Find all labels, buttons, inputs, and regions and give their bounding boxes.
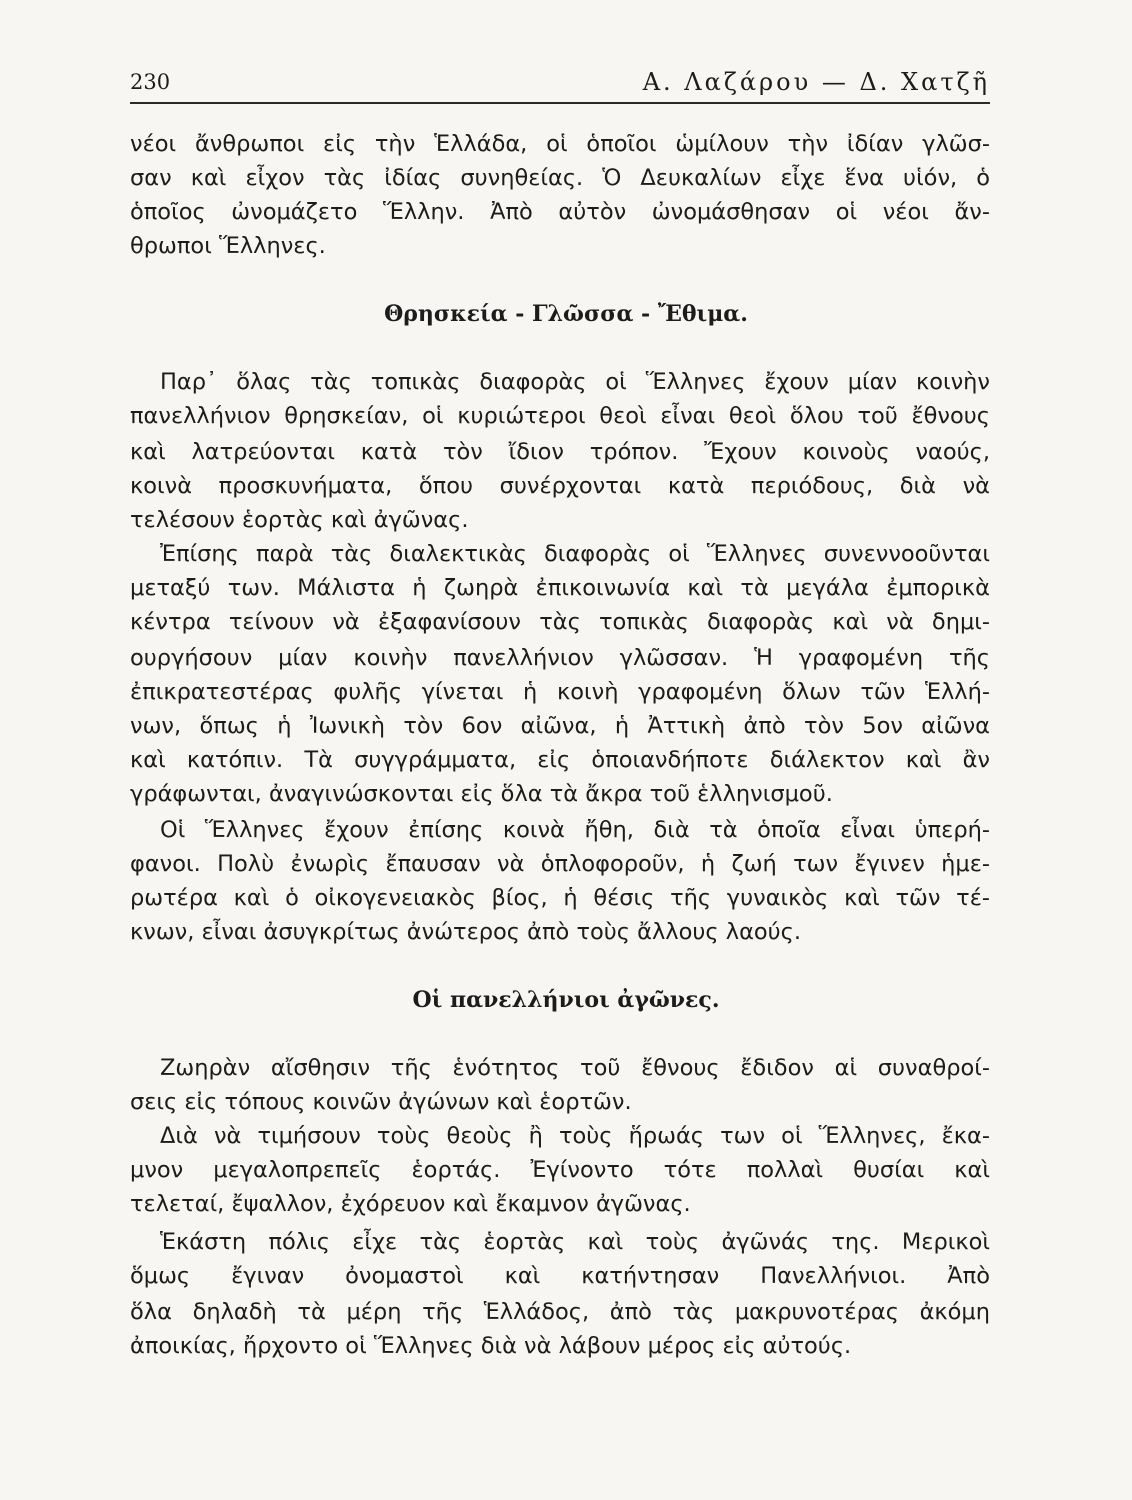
text-line: ὁποῖος ὠνομάζετο Ἕλλην. Ἀπὸ αὐτὸν ὠνομάσθησαν οἱ νέοι ἄν- (130, 199, 990, 225)
text-line: ουργήσουν μίαν κοινὴν πανελλήνιον γλῶσσαν. Ἡ γραφομένη τῆς (130, 645, 990, 671)
running-head: Α. Λαζάρου — Δ. Χατζῆ (642, 68, 990, 96)
text-line: φανοι. Πολὺ ἐνωρὶς ἔπαυσαν νὰ ὁπλοφοροῦν, ἡ ζωή των ἔγινεν ἡμε- (130, 851, 990, 877)
text-line: κέντρα τείνουν νὰ ἐξαφανίσουν τὰς τοπικὰς διαφορὰς καὶ νὰ δημι- (130, 609, 990, 635)
text-line: Ἑκάστη πόλις εἶχε τὰς ἑορτὰς καὶ τοὺς ἀγῶνάς της. Μερικοὶ (160, 1229, 990, 1255)
text-line: τελεταί, ἔψαλλον, ἐχόρευον καὶ ἔκαμνον ἀγῶνας. (130, 1191, 691, 1217)
text-line: Ἐπίσης παρὰ τὰς διαλεκτικὰς διαφορὰς οἱ Ἕλληνες συνεννοοῦνται (160, 541, 990, 567)
text-line: θρωποι Ἕλληνες. (130, 233, 326, 259)
section-heading-games: Οἱ πανελλήνιοι ἀγῶνες. (412, 987, 720, 1013)
text-line: ἀποικίας, ἤρχοντο οἱ Ἕλληνες διὰ νὰ λάβουν μέρος εἰς αὐτούς. (130, 1333, 852, 1359)
text-line: νέοι ἄνθρωποι εἰς τὴν Ἑλλάδα, οἱ ὁποῖοι ὡμίλουν τὴν ἰδίαν γλῶσ- (130, 131, 990, 157)
text-line: Παρ᾽ ὅλας τὰς τοπικὰς διαφορὰς οἱ Ἕλληνες ἔχουν μίαν κοινὴν (160, 369, 990, 395)
text-line: κοινὰ προσκυνήματα, ὅπου συνέρχονται κατὰ περιόδους, διὰ νὰ (130, 473, 990, 499)
text-line: μνον μεγαλοπρεπεῖς ἑορτάς. Ἐγίνοντο τότε πολλαὶ θυσίαι καὶ (130, 1157, 990, 1183)
text-line: πανελλήνιον θρησκείαν, οἱ κυριώτεροι θεοὶ εἶναι θεοὶ ὅλου τοῦ ἔθνους (130, 403, 990, 429)
page-header (130, 68, 990, 104)
text-line: ὅλα δηλαδὴ τὰ μέρη τῆς Ἑλλάδος, ἀπὸ τὰς μακρυνοτέρας ἀκόμη (130, 1299, 990, 1325)
text-line: καὶ λατρεύονται κατὰ τὸν ἴδιον τρόπον. Ἔχουν κοινοὺς ναούς, (130, 439, 990, 465)
section-heading-religion: Θρησκεία - Γλῶσσα - Ἔθιμα. (384, 301, 748, 327)
text-line: σεις εἰς τόπους κοινῶν ἀγώνων καὶ ἑορτῶν. (130, 1089, 632, 1115)
text-line: ὅμως ἔγιναν ὀνομαστοὶ καὶ κατήντησαν Πανελλήνιοι. Ἀπὸ (130, 1263, 990, 1289)
text-line: κνων, εἶναι ἀσυγκρίτως ἀνώτερος ἀπὸ τοὺς ἄλλους λαούς. (130, 919, 802, 945)
text-line: καὶ κατόπιν. Τὰ συγγράμματα, εἰς ὁποιανδήποτε διάλεκτον καὶ ἂν (130, 747, 990, 773)
text-line: μεταξύ των. Μάλιστα ἡ ζωηρὰ ἐπικοινωνία καὶ τὰ μεγάλα ἐμπορικὰ (130, 575, 990, 601)
text-line: σαν καὶ εἶχον τὰς ἰδίας συνηθείας. Ὁ Δευκαλίων εἶχε ἕνα υἱόν, ὁ (130, 165, 990, 191)
text-line: Ζωηρὰν αἴσθησιν τῆς ἑνότητος τοῦ ἔθνους ἔδιδον αἱ συναθροί- (160, 1055, 990, 1081)
text-line: ρωτέρα καὶ ὁ οἰκογενειακὸς βίος, ἡ θέσις τῆς γυναικὸς καὶ τῶν τέ- (130, 885, 990, 911)
page-number: 230 (130, 70, 171, 94)
text-line: Οἱ Ἕλληνες ἔχουν ἐπίσης κοινὰ ἤθη, διὰ τὰ ὁποῖα εἶναι ὑπερή- (160, 817, 990, 843)
text-line: γράφωνται, ἀναγινώσκονται εἰς ὅλα τὰ ἄκρα τοῦ ἑλληνισμοῦ. (130, 781, 833, 807)
text-line: τελέσουν ἑορτὰς καὶ ἀγῶνας. (130, 507, 469, 533)
text-line: ἐπικρατεστέρας φυλῆς γίνεται ἡ κοινὴ γραφομένη ὅλων τῶν Ἑλλή- (130, 679, 990, 705)
text-line: Διὰ νὰ τιμήσουν τοὺς θεοὺς ἢ τοὺς ἥρωάς των οἱ Ἕλληνες, ἔκα- (160, 1123, 990, 1149)
text-line: νων, ὅπως ἡ Ἰωνικὴ τὸν 6ον αἰῶνα, ἡ Ἀττικὴ ἀπὸ τὸν 5ον αἰῶνα (130, 713, 990, 739)
